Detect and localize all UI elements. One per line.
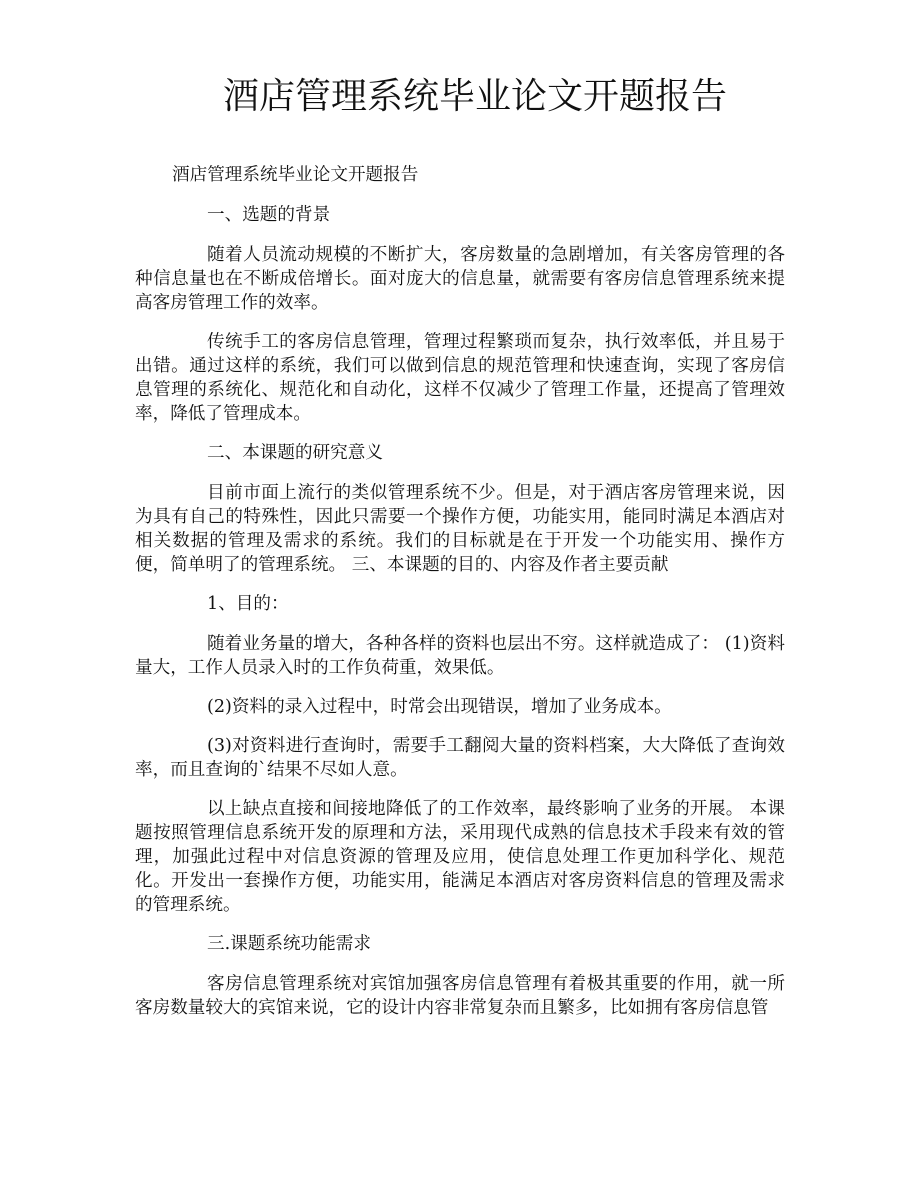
paragraph: 随着人员流动规模的不断扩大，客房数量的急剧增加，有关客房管理的各种信息量也在不断成倍增长。面对庞大的信息量，就需要有客房信息管理系统来提高客房管理工作的效率。 bbox=[135, 245, 785, 313]
paragraph: (2)资料的录入过程中，时常会出现错误，增加了业务成本。 bbox=[207, 697, 672, 717]
paragraph: 随着业务量的增大，各种各样的资料也层出不穷。这样就造成了： (1)资料量大，工作人员录入时的工作负荷重，效果低。 bbox=[135, 634, 785, 678]
section-heading: 二、本课题的研究意义 bbox=[207, 443, 383, 463]
section-heading: 一、选题的背景 bbox=[207, 205, 331, 225]
paragraph: (3)对资料进行查询时，需要手工翻阅大量的资料档案，大大降低了查询效率，而且查询的`结果不尽如人意。 bbox=[135, 736, 785, 780]
section-heading: 三.课题系统功能需求 bbox=[207, 934, 371, 954]
paragraph: 客房信息管理系统对宾馆加强客房信息管理有着极其重要的作用，就一所客房数量较大的宾馆来说，它的设计内容非常复杂而且繁多，比如拥有客房信息管 bbox=[135, 974, 785, 1018]
document-body bbox=[135, 163, 785, 1035]
paragraph: 以上缺点直接和间接地降低了的工作效率，最终影响了业务的开展。 本课题按照管理信息系统开发的原理和方法，采用现代成熟的信息技术手段来有效的管理，加强此过程中对信息资源的管理及应用，使信息处理工作更加科学化、规范化。开发出一套操作方便，功能实用，能满足本酒店对客房资料信息的管理及需求的管理系统。 bbox=[135, 799, 785, 915]
paragraph: 传统手工的客房信息管理，管理过程繁琐而复杂，执行效率低，并且易于出错。通过这样的系统，我们可以做到信息的规范管理和快速查询，实现了客房信息管理的系统化、规范化和自动化，这样不仅减少了管理工作量，还提高了管理效率，降低了管理成本。 bbox=[135, 332, 785, 424]
section-heading: 1、目的： bbox=[207, 594, 289, 614]
subtitle: 酒店管理系统毕业论文开题报告 bbox=[172, 165, 419, 185]
document-title: 酒店管理系统毕业论文开题报告 bbox=[222, 76, 727, 117]
paragraph: 目前市面上流行的类似管理系统不少。但是，对于酒店客房管理来说，因为具有自己的特殊性，因此只需要一个操作方便，功能实用，能同时满足本酒店对相关数据的管理及需求的系统。我们的目标就是在于开发一个功能实用、操作方便，简单明了的管理系统。 三、本课题的目的、内容及作者主要贡献 bbox=[135, 483, 785, 575]
